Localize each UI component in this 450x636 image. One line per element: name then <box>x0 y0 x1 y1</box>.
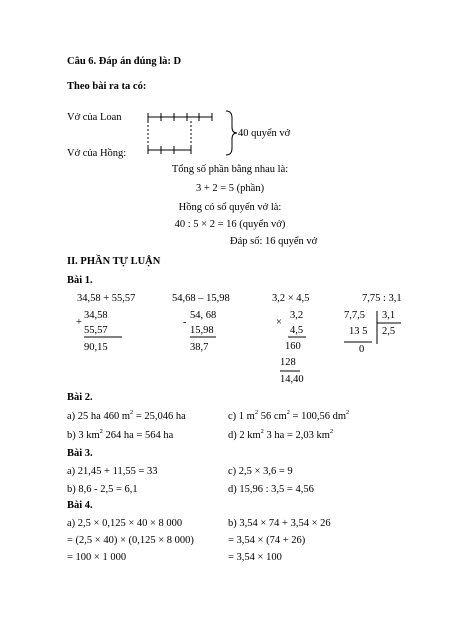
bai3-a: a) 21,45 + 11,55 = 33 <box>67 466 158 477</box>
div-remainder-2: 0 <box>359 344 365 355</box>
bai2-d: d) 2 $km^2$ 3 ha = 2,03 $km^2$ <box>228 427 334 441</box>
bai3-b: b) 8,6 - 2,5 = 6,1 <box>67 484 138 495</box>
bai3-title: Bài 3. <box>67 448 93 459</box>
given-label: Theo bài ra ta có: <box>67 81 147 92</box>
step-2: 3 + 2 = 5 (phần) <box>195 183 265 194</box>
bai4-b-line1: b) 3,54 × 74 + 3,54 × 26 <box>228 518 331 529</box>
final-answer: Đáp số: 16 quyển vở <box>230 236 318 247</box>
div-dividend: 7,7,5 <box>344 310 365 321</box>
bai3-c: c) 2,5 × 3,6 = 9 <box>228 466 293 477</box>
step-3: Hồng có số quyển vở là: <box>178 202 282 213</box>
div-divisor: 3,1 <box>382 310 396 321</box>
sub-operand-b: 15,98 <box>190 325 214 336</box>
bai2-c: c) 1 $m^2$ 56 $cm^2 = 100,56$ $dm^2$ <box>228 408 350 422</box>
question-6-heading: Câu 6. Đáp án đúng là: D <box>67 56 182 67</box>
sub-operand-a: 54, 68 <box>190 310 217 321</box>
bai3-d: d) 15,96 : 3,5 = 4,56 <box>228 484 314 495</box>
add-result: 90,15 <box>84 342 108 353</box>
div-quotient: 2,5 <box>382 326 396 337</box>
step-4: 40 : 5 × 2 = 16 (quyển vở) <box>174 219 286 230</box>
loan-label: Vở của Loan <box>67 112 122 123</box>
mul-result: 14,40 <box>280 374 304 385</box>
mul-partial-2: 128 <box>280 357 296 368</box>
brace-label: 40 quyển vở <box>238 128 291 139</box>
plus-sign: + <box>76 317 82 328</box>
bai4-a-line2: = (2,5 × 40) × (0,125 × 8 000) <box>67 535 194 546</box>
bai2-b: b) 3 $km^2$ 264 ha = 564 ha <box>67 427 174 441</box>
mul-operand-b: 4,5 <box>290 325 304 336</box>
expression-1: 34,58 + 55,57 <box>77 293 136 304</box>
bai1-title: Bài 1. <box>67 275 93 286</box>
hong-label: Vở của Hồng: <box>67 148 127 159</box>
expression-4: 7,75 : 3,1 <box>362 293 402 304</box>
expression-3: 3,2 × 4,5 <box>272 293 310 304</box>
expression-2: 54,68 – 15,98 <box>172 293 230 304</box>
bai2-title: Bài 2. <box>67 392 93 403</box>
bai2-a: a) 25 ha 460 $m^2 = 25,046$ ha <box>67 408 186 422</box>
bai4-title: Bài 4. <box>67 500 93 511</box>
mul-partial-1: 160 <box>285 341 301 352</box>
add-operand-b: 55,57 <box>84 325 108 336</box>
minus-sign: - <box>183 317 187 328</box>
add-operand-a: 34,58 <box>84 310 108 321</box>
mul-operand-a: 3,2 <box>290 310 304 321</box>
part-2-heading: II. PHẦN TỰ LUẬN <box>67 256 161 267</box>
brace-shape <box>226 111 237 155</box>
bai4-b-line3: = 3,54 × 100 <box>228 552 282 563</box>
step-1: Tổng số phần bằng nhau là: <box>171 164 289 175</box>
bai4-a-line1: a) 2,5 × 0,125 × 40 × 8 000 <box>67 518 183 529</box>
sub-result: 38,7 <box>190 342 209 353</box>
bai4-a-line3: = 100 × 1 000 <box>67 552 127 563</box>
bai4-b-line2: = 3,54 × (74 + 26) <box>228 535 306 546</box>
div-remainder-1: 13 5 <box>349 326 368 337</box>
times-sign: × <box>276 317 282 328</box>
